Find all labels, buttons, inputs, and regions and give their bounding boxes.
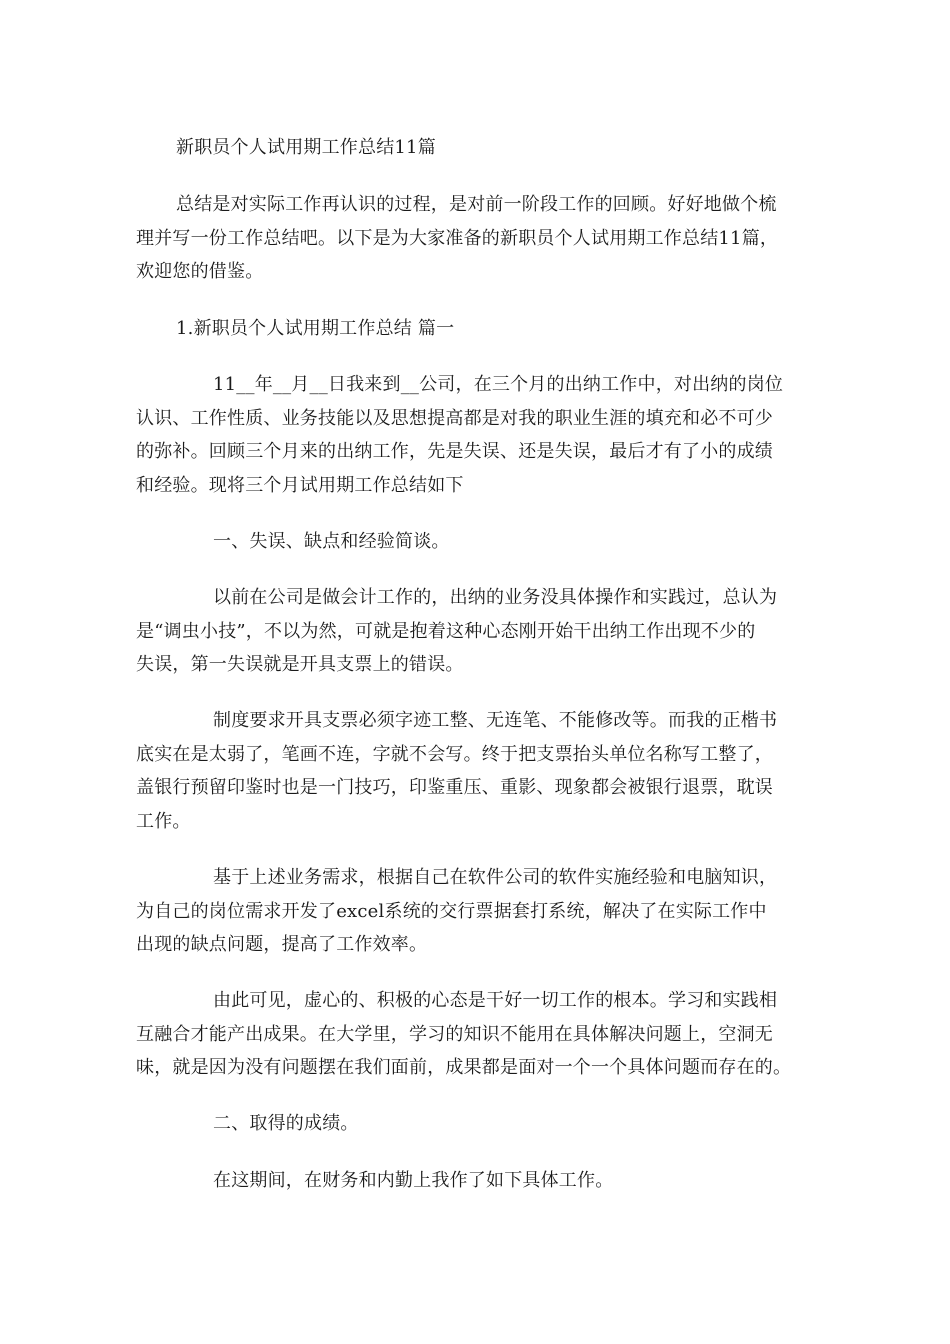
text-line: 在这期间，在财务和内勤上我作了如下具体工作。 [213,1170,614,1191]
text-line: 出现的缺点问题，提高了工作效率。 [136,934,428,955]
text-line: 互融合才能产出成果。在大学里，学习的知识不能用在具体解决问题上，空洞无 [136,1024,773,1045]
text-line: 味，就是因为没有问题摆在我们面前，成果都是面对一个一个具体问题而存在的。 [136,1057,792,1078]
text-line: 制度要求开具支票必须字迹工整、无连笔、不能修改等。而我的正楷书 [213,710,778,731]
text-line: 失误，第一失误就是开具支票上的错误。 [136,654,464,675]
text-line: 欢迎您的借鉴。 [136,261,264,282]
text-line: 和经验。现将三个月试用期工作总结如下 [136,475,464,496]
text-line: 为自己的岗位需求开发了excel系统的交行票据套打系统，解决了在实际工作中 [136,901,767,922]
text-line: 是“调虫小技”，不以为然，可就是抱着这种心态刚开始干出纳工作出现不少的 [136,621,756,642]
text-line: 盖银行预留印鉴时也是一门技巧，印鉴重压、重影、现象都会被银行退票，耽误 [136,777,773,798]
text-line: 11__年__月__日我来到__公司，在三个月的出纳工作中，对出纳的岗位 [213,374,784,395]
text-line: 的弥补。回顾三个月来的出纳工作，先是失误、还是失误，最后才有了小的成绩 [136,441,773,462]
text-line: 以前在公司是做会计工作的，出纳的业务没具体操作和实践过，总认为 [213,587,778,608]
section-heading: 1.新职员个人试用期工作总结 篇一 [176,318,455,339]
subheading-2: 二、取得的成绩。 [213,1113,359,1134]
text-line: 底实在是太弱了，笔画不连，字就不会写。终于把支票抬头单位名称写工整了， [136,744,773,765]
subheading-1: 一、失误、缺点和经验简谈。 [213,531,450,552]
document-title: 新职员个人试用期工作总结11篇 [176,137,436,158]
text-line: 基于上述业务需求，根据自己在软件公司的软件实施经验和电脑知识， [213,867,778,888]
text-line: 工作。 [136,811,191,832]
text-line: 总结是对实际工作再认识的过程，是对前一阶段工作的回顾。好好地做个梳 [176,194,777,215]
text-line: 认识、工作性质、业务技能以及思想提高都是对我的职业生涯的填充和必不可少 [136,408,773,429]
text-line: 由此可见，虚心的、积极的心态是干好一切工作的根本。学习和实践相 [213,990,778,1011]
text-line: 理并写一份工作总结吧。以下是为大家准备的新职员个人试用期工作总结11篇， [136,228,779,249]
